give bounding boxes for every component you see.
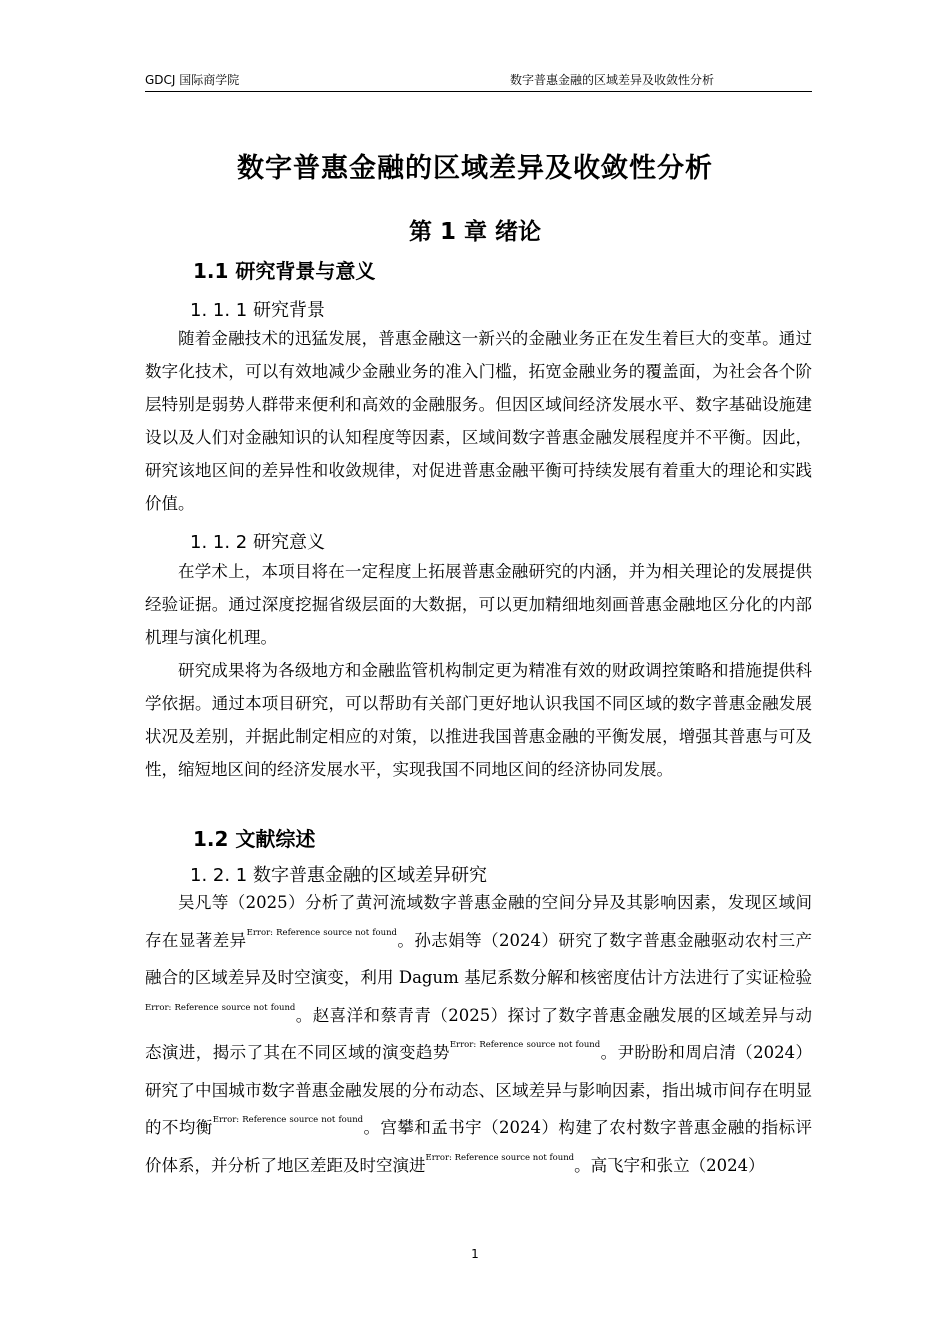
lit-text-3: 。赵喜洋和蔡青青（2025）探讨了数字普惠金融发展的区域差异与动态演进，揭示了其在不同区域的演变趋势 <box>145 1005 812 1062</box>
section-heading-1-2: 1.2 文献综述 <box>193 827 316 851</box>
subsection-heading-1-1-2: 1. 1. 2 研究意义 <box>190 532 325 553</box>
lit-text-2: 。孙志娟等（2024）研究了数字普惠金融驱动农村三产融合的区域差异及时空演变，利用 Dagum 基尼系数分解和核密度估计方法进行了实证检验 <box>145 930 813 987</box>
page-number: 1 <box>471 1247 479 1261</box>
subsection-heading-1-1-1: 1. 1. 1 研究背景 <box>190 300 325 321</box>
paragraph-literature-regional <box>145 884 812 1184</box>
paragraph-research-background: 随着金融技术的迅猛发展，普惠金融这一新兴的金融业务正在发生着巨大的变革。通过数字化技术，可以有效地减少金融业务的准入门槛，拓宽金融业务的覆盖面，为社会各个阶层特别是弱势人群带来便利和高效的金融服务。但因区域间经济发展水平、数字基础设施建设以及人们对金融知识的认知程度等因素，区域间数字普惠金融发展程度并不平衡。因此，研究该地区间的差异性和收敛规律，对促进普惠金融平衡可持续发展有着重大的理论和实践价值。 <box>145 329 812 513</box>
citation-error-2: Error: Reference source not found <box>145 1002 296 1013</box>
citation-error-5: Error: Reference source not found <box>425 1152 575 1163</box>
header-paper-title: 数字普惠金融的区域差异及收敛性分析 <box>510 73 715 87</box>
paragraph-significance-2: 研究成果将为各级地方和金融监管机构制定更为精准有效的财政调控策略和措施提供科学依据。通过本项目研究，可以帮助有关部门更好地认识我国不同区域的数字普惠金融发展状况及差别，并据此制定相应的对策，以推进我国普惠金融的平衡发展，增强其普惠与可及性，缩短地区间的经济发展水平，实现我国不同地区间的经济协同发展。 <box>145 661 812 779</box>
paper-title: 数字普惠金融的区域差异及收敛性分析 <box>237 153 713 184</box>
lit-text-4: 。尹盼盼和周启清（2024）研究了中国城市数字普惠金融发展的分布动态、区域差异与影响因素，指出城市间存在明显的不均衡 <box>145 1043 813 1137</box>
paragraph-significance-1: 在学术上，本项目将在一定程度上拓展普惠金融研究的内涵，并为相关理论的发展提供经验证据。通过深度挖掘省级层面的大数据，可以更加精细地刻画普惠金融地区分化的内部机理与演化机理。 <box>145 562 812 647</box>
running-header <box>145 71 812 92</box>
chapter-heading: 第 1 章 绪论 <box>408 219 542 245</box>
citation-error-4: Error: Reference source not found <box>212 1115 364 1125</box>
section-heading-1-1: 1.1 研究背景与意义 <box>193 259 376 283</box>
citation-error-1: Error: Reference source not found <box>246 927 397 938</box>
header-institution: GDCJ 国际商学院 <box>145 73 240 87</box>
lit-text-1: 吴凡等（2025）分析了黄河流域数字普惠金融的空间分异及其影响因素，发现区域间存在显著差异 <box>145 893 812 950</box>
lit-text-6: 。高飞宇和张立（2024） <box>574 1155 765 1175</box>
citation-error-3: Error: Reference source not found <box>449 1040 601 1050</box>
subsection-heading-1-2-1: 1. 2. 1 数字普惠金融的区域差异研究 <box>190 865 487 886</box>
lit-text-5: 。宫攀和孟书宇（2024）构建了农村数字普惠金融的指标评价体系，并分析了地区差距及时空演进 <box>145 1118 813 1175</box>
